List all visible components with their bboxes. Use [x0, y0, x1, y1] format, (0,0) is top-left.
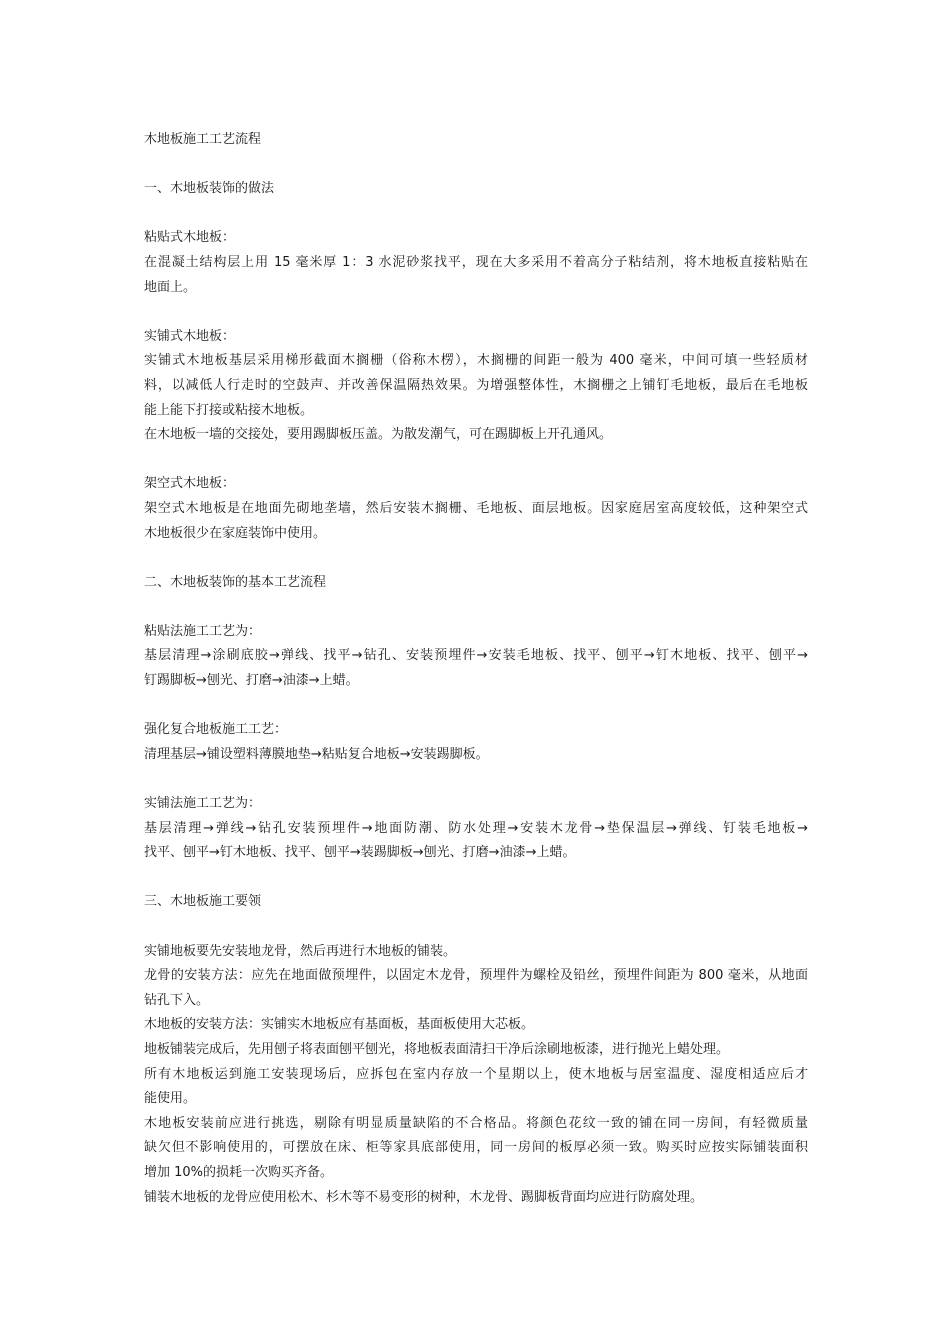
paragraph-line: 木地板安装前应进行挑选，剔除有明显质量缺陷的不合格品。将颜色花纹一致的铺在同一房间，有轻微质量: [144, 1115, 808, 1131]
paragraph-line: 木地板很少在家庭装饰中使用。: [144, 525, 327, 541]
paragraph-line: 钻孔下入。: [144, 992, 210, 1008]
paragraph-line: 缺欠但不影响使用的，可摆放在床、柜等家具底部使用，同一房间的板厚必须一致。购买时应按实际铺装面积: [144, 1140, 808, 1156]
paragraph-line: 能上能下打接或粘接木地板。: [144, 402, 314, 418]
section-heading: 三、木地板施工要领: [144, 894, 262, 910]
spacer: [144, 767, 808, 792]
paragraph-line: 地面上。: [144, 279, 197, 295]
spacer: [144, 202, 808, 227]
section-heading: 二、木地板装饰的基本工艺流程: [144, 574, 327, 590]
spacer: [144, 866, 808, 891]
paragraph-line: 找平、刨平→钉木地板、找平、刨平→装踢脚板→刨光、打磨→油漆→上蜡。: [144, 845, 576, 861]
paragraph-line: 料，以减低人行走时的空鼓声、并改善保温隔热效果。为增强整体性，木搁栅之上铺钉毛地板，最后在毛地板: [144, 377, 808, 393]
paragraph-label: 粘贴法施工工艺为：: [144, 623, 262, 639]
paragraph-line: 在混凝土结构层上用 15 毫米厚 1：3 水泥砂浆找平，现在大多采用不着高分子粘结剂，将木地板直接粘贴在: [144, 254, 808, 270]
paragraph-line: 能使用。: [144, 1091, 197, 1107]
spacer: [144, 546, 808, 571]
spacer: [144, 153, 808, 178]
spacer: [144, 300, 808, 325]
paragraph-label: 粘贴式木地板：: [144, 230, 236, 246]
paragraph-line: 所有木地板运到施工安装现场后，应拆包在室内存放一个星期以上，使木地板与居室温度、湿度相适应后才: [144, 1066, 808, 1082]
paragraph-line: 实铺地板要先安装地龙骨，然后再进行木地板的铺装。: [144, 943, 457, 959]
paragraph-line: 铺装木地板的龙骨应使用松木、杉木等不易变形的树种，木龙骨、踢脚板背面均应进行防腐处理。: [144, 1189, 704, 1205]
paragraph-line: 基层清理→弹线→钻孔安装预埋件→地面防潮、防水处理→安装木龙骨→垫保温层→弹线、钉装毛地板→: [144, 820, 808, 836]
paragraph-label: 强化复合地板施工工艺：: [144, 722, 288, 738]
paragraph-label: 实铺式木地板：: [144, 328, 236, 344]
spacer: [144, 595, 808, 620]
paragraph-line: 钉踢脚板→刨光、打磨→油漆→上蜡。: [144, 673, 359, 689]
section-heading: 一、木地板装饰的做法: [144, 181, 275, 197]
spacer: [144, 915, 808, 940]
paragraph-line: 清理基层→铺设塑料薄膜地垫→粘贴复合地板→安装踢脚板。: [144, 746, 489, 762]
paragraph-label: 架空式木地板：: [144, 476, 236, 492]
document-title: 木地板施工工艺流程: [144, 132, 262, 147]
spacer: [144, 448, 808, 473]
spacer: [144, 694, 808, 719]
paragraph-line: 龙骨的安装方法：应先在地面做预埋件，以固定木龙骨，预埋件为螺栓及铅丝，预埋件间距为 800 毫米，从地面: [144, 968, 808, 984]
paragraph-line: 木地板的安装方法：实铺实木地板应有基面板，基面板使用大芯板。: [144, 1017, 535, 1033]
document-page: [144, 128, 808, 1210]
paragraph-line: 地板铺装完成后，先用刨子将表面刨平刨光，将地板表面清扫干净后涂刷地板漆，进行抛光上蜡处理。: [144, 1041, 730, 1057]
paragraph-line: 实铺式木地板基层采用梯形截面木搁栅（俗称木楞），木搁栅的间距一般为 400 毫米，中间可填一些轻质材: [144, 353, 808, 369]
paragraph-line: 增加 10%的损耗一次购买齐备。: [144, 1164, 334, 1180]
paragraph-line: 在木地板一墙的交接处，要用踢脚板压盖。为散发潮气，可在踢脚板上开孔通风。: [144, 427, 613, 443]
paragraph-line: 基层清理→涂刷底胶→弹线、找平→钻孔、安装预埋件→安装毛地板、找平、刨平→钉木地板、找平、刨平→: [144, 648, 808, 664]
paragraph-label: 实铺法施工工艺为：: [144, 796, 262, 812]
paragraph-line: 架空式木地板是在地面先砌地垄墙，然后安装木搁栅、毛地板、面层地板。因家庭居室高度较低，这种架空式: [144, 500, 808, 516]
